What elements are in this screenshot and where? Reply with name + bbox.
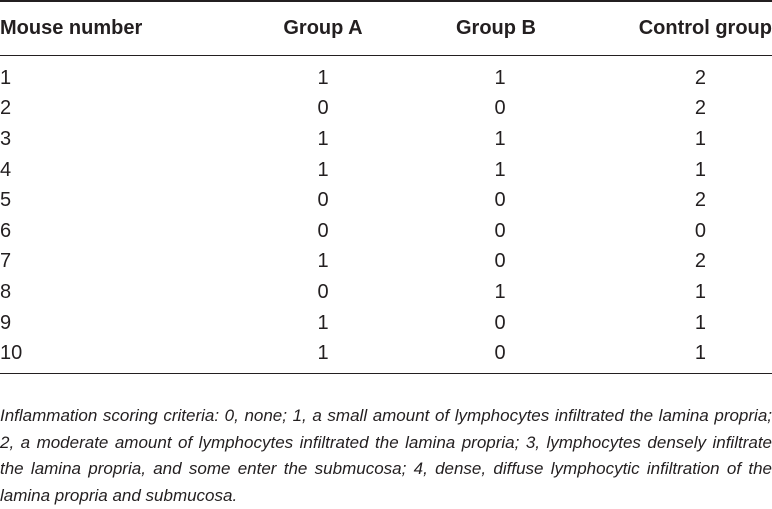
header-group-a: Group A <box>283 16 363 39</box>
cell-group-a: 1 <box>317 127 329 150</box>
cell-mouse-number: 2 <box>0 97 12 120</box>
table-row <box>0 277 772 308</box>
cell-group-b: 0 <box>494 97 506 120</box>
table-header-row <box>0 0 772 56</box>
cell-group-b: 1 <box>494 66 506 89</box>
cell-group-a: 0 <box>317 189 329 212</box>
cell-control-group: 1 <box>694 280 706 303</box>
cell-control-group: 0 <box>694 219 706 242</box>
cell-group-b: 0 <box>494 342 506 365</box>
cell-group-a: 1 <box>317 250 329 273</box>
cell-mouse-number: 10 <box>0 342 23 365</box>
cell-control-group: 2 <box>694 97 706 120</box>
cell-group-b: 1 <box>494 127 506 150</box>
cell-mouse-number: 7 <box>0 250 12 273</box>
table-row <box>0 124 772 155</box>
table-row <box>0 247 772 278</box>
cell-control-group: 1 <box>694 311 706 334</box>
cell-group-b: 0 <box>494 250 506 273</box>
cell-group-a: 0 <box>317 280 329 303</box>
cell-group-a: 1 <box>317 66 329 89</box>
cell-mouse-number: 9 <box>0 311 12 334</box>
table-row <box>0 94 772 125</box>
header-mouse-number: Mouse number <box>0 16 143 39</box>
table-row <box>0 216 772 247</box>
cell-mouse-number: 6 <box>0 219 12 242</box>
cell-mouse-number: 1 <box>0 66 12 89</box>
cell-control-group: 1 <box>694 158 706 181</box>
table-row <box>0 185 772 216</box>
cell-group-b: 0 <box>494 219 506 242</box>
table-row <box>0 308 772 339</box>
table-row <box>0 155 772 186</box>
cell-group-a: 0 <box>317 219 329 242</box>
cell-mouse-number: 5 <box>0 189 12 212</box>
cell-group-a: 1 <box>317 158 329 181</box>
cell-group-a: 1 <box>317 311 329 334</box>
table-row <box>0 338 772 369</box>
header-control-group: Control group <box>638 16 772 39</box>
cell-control-group: 1 <box>694 342 706 365</box>
cell-group-b: 0 <box>494 311 506 334</box>
cell-control-group: 2 <box>694 189 706 212</box>
table-bottom-rule <box>0 373 772 374</box>
cell-group-b: 1 <box>494 158 506 181</box>
cell-group-b: 1 <box>494 280 506 303</box>
table-row <box>0 56 772 94</box>
table-footnote: Inflammation scoring criteria: 0, none; 1, a small amount of lymphocytes infiltrated the lamina propria; 2, a moderate amount of lymphocytes infiltrated the lamina propria; 3, lymphocytes densely infiltrate the lamina propria, and some enter the submucosa; 4, dense, diffuse lymphocytic infiltration of the lamina propria and submucosa. <box>0 406 772 505</box>
cell-mouse-number: 8 <box>0 280 12 303</box>
cell-mouse-number: 3 <box>0 127 12 150</box>
cell-control-group: 1 <box>694 127 706 150</box>
cell-mouse-number: 4 <box>0 158 12 181</box>
cell-group-a: 0 <box>317 97 329 120</box>
cell-control-group: 2 <box>694 66 706 89</box>
cell-group-b: 0 <box>494 189 506 212</box>
header-group-b: Group B <box>456 16 536 39</box>
cell-control-group: 2 <box>694 250 706 273</box>
cell-group-a: 1 <box>317 342 329 365</box>
